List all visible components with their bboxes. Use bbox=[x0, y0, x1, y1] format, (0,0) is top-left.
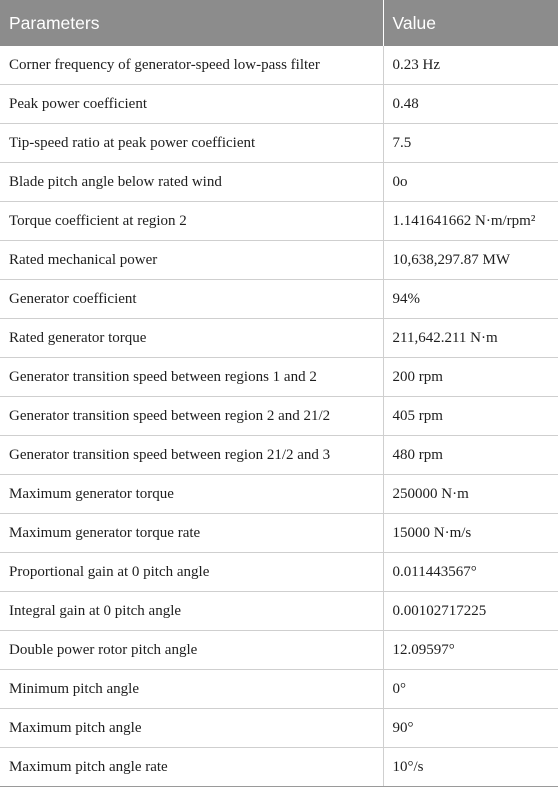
value-cell: 12.09597° bbox=[383, 631, 558, 670]
parameter-cell: Generator transition speed between region 2 and 21/2 bbox=[0, 397, 383, 436]
value-cell: 0.00102717225 bbox=[383, 592, 558, 631]
table-row bbox=[0, 748, 558, 787]
table-row bbox=[0, 670, 558, 709]
table-row bbox=[0, 514, 558, 553]
parameter-cell: Generator transition speed between region 21/2 and 3 bbox=[0, 436, 383, 475]
table-row bbox=[0, 397, 558, 436]
value-cell: 211,642.211 N·m bbox=[383, 319, 558, 358]
table-row bbox=[0, 46, 558, 85]
parameter-cell: Proportional gain at 0 pitch angle bbox=[0, 553, 383, 592]
parameter-cell: Integral gain at 0 pitch angle bbox=[0, 592, 383, 631]
parameter-cell: Generator coefficient bbox=[0, 280, 383, 319]
parameter-cell: Rated generator torque bbox=[0, 319, 383, 358]
parameter-cell: Maximum pitch angle bbox=[0, 709, 383, 748]
parameter-cell: Double power rotor pitch angle bbox=[0, 631, 383, 670]
table-header bbox=[0, 0, 558, 46]
value-cell: 0° bbox=[383, 670, 558, 709]
value-cell: 1.141641662 N·m/rpm² bbox=[383, 202, 558, 241]
table-row bbox=[0, 553, 558, 592]
value-cell: 10°/s bbox=[383, 748, 558, 787]
parameter-cell: Corner frequency of generator-speed low-pass filter bbox=[0, 46, 383, 85]
value-cell: 405 rpm bbox=[383, 397, 558, 436]
table-body bbox=[0, 46, 558, 787]
table-row bbox=[0, 436, 558, 475]
value-cell: 0.23 Hz bbox=[383, 46, 558, 85]
parameter-cell: Torque coefficient at region 2 bbox=[0, 202, 383, 241]
table-row bbox=[0, 280, 558, 319]
parameter-cell: Minimum pitch angle bbox=[0, 670, 383, 709]
value-cell: 0.48 bbox=[383, 85, 558, 124]
parameter-cell: Maximum pitch angle rate bbox=[0, 748, 383, 787]
value-cell: 10,638,297.87 MW bbox=[383, 241, 558, 280]
header-row bbox=[0, 0, 558, 46]
table-row bbox=[0, 358, 558, 397]
value-cell: 15000 N·m/s bbox=[383, 514, 558, 553]
header-value: Value bbox=[383, 0, 558, 46]
value-cell: 90° bbox=[383, 709, 558, 748]
parameter-cell: Blade pitch angle below rated wind bbox=[0, 163, 383, 202]
parameter-cell: Peak power coefficient bbox=[0, 85, 383, 124]
table-row bbox=[0, 163, 558, 202]
table-row bbox=[0, 475, 558, 514]
table-row bbox=[0, 85, 558, 124]
parameter-cell: Maximum generator torque bbox=[0, 475, 383, 514]
table-row bbox=[0, 592, 558, 631]
table-row bbox=[0, 631, 558, 670]
value-cell: 7.5 bbox=[383, 124, 558, 163]
table-row bbox=[0, 241, 558, 280]
value-cell: 480 rpm bbox=[383, 436, 558, 475]
value-cell: 0.011443567° bbox=[383, 553, 558, 592]
header-parameters: Parameters bbox=[0, 0, 383, 46]
table-row bbox=[0, 319, 558, 358]
value-cell: 200 rpm bbox=[383, 358, 558, 397]
parameter-cell: Maximum generator torque rate bbox=[0, 514, 383, 553]
table-row bbox=[0, 709, 558, 748]
table-row bbox=[0, 124, 558, 163]
value-cell: 250000 N·m bbox=[383, 475, 558, 514]
value-cell: 94% bbox=[383, 280, 558, 319]
parameter-cell: Tip-speed ratio at peak power coefficient bbox=[0, 124, 383, 163]
value-cell: 0o bbox=[383, 163, 558, 202]
parameter-cell: Rated mechanical power bbox=[0, 241, 383, 280]
parameter-cell: Generator transition speed between regions 1 and 2 bbox=[0, 358, 383, 397]
table-row bbox=[0, 202, 558, 241]
